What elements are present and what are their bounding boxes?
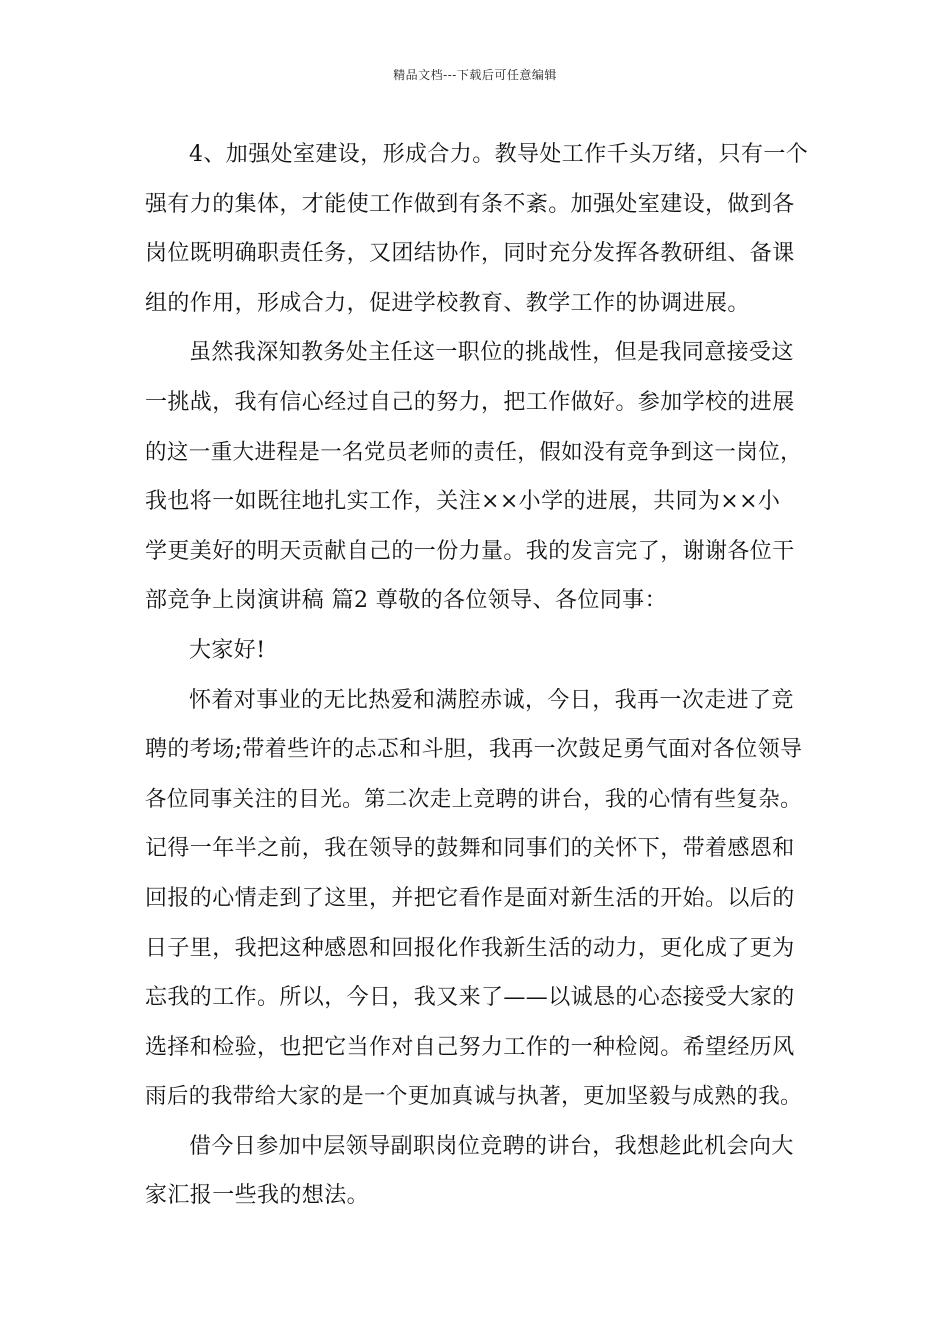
- text-line: [145, 428, 810, 478]
- text-line: [145, 527, 810, 577]
- text-line: [145, 924, 810, 974]
- text-line-content: 聘的考场;带着些许的忐忑和斗胆，我再一次鼓足勇气面对各位领导: [145, 737, 803, 763]
- text-line-content: 各位同事关注的目光。第二次走上竞聘的讲台，我的心情有些复杂。: [145, 786, 803, 812]
- text-line: [145, 725, 810, 775]
- text-line: [145, 378, 810, 428]
- text-line-content: 虽然我深知教务处主任这一职位的挑战性，但是我同意接受这: [189, 340, 794, 366]
- document-body: [145, 130, 810, 1221]
- text-line-content: 日子里，我把这种感恩和回报化作我新生活的动力，更化成了更为: [145, 935, 795, 961]
- text-line: [145, 676, 810, 726]
- text-line: [145, 180, 810, 230]
- text-line: [145, 1122, 810, 1172]
- text-line: [145, 130, 810, 180]
- text-line-content: 怀着对事业的无比热爱和满腔赤诚，今日，我再一次走进了竞: [189, 687, 794, 713]
- text-line: [145, 973, 810, 1023]
- text-line-content: 的这一重大进程是一名党员老师的责任，假如没有竞争到这一岗位，: [145, 439, 803, 465]
- text-line: [145, 1072, 810, 1122]
- text-line-content: 雨后的我带给大家的是一个更加真诚与执著，更加坚毅与成熟的我。: [145, 1084, 803, 1110]
- text-line-content: 部竞争上岗演讲稿 篇2 尊敬的各位领导、各位同事：: [145, 588, 667, 614]
- text-line-content: 回报的心情走到了这里，并把它看作是面对新生活的开始。以后的: [145, 885, 795, 911]
- text-line-content: 4、加强处室建设，形成合力。教导处工作千头万绪，只有一个: [189, 142, 809, 167]
- text-line: [145, 229, 810, 279]
- text-line-content: 记得一年半之前，我在领导的鼓舞和同事们的关怀下，带着感恩和: [145, 836, 795, 862]
- text-line-content: 强有力的集体，才能使工作做到有条不紊。加强处室建设，做到各: [145, 191, 795, 217]
- text-line-content: 选择和检验，也把它当作对自己努力工作的一种检阅。希望经历风: [145, 1034, 795, 1060]
- text-line-content: 一挑战，我有信心经过自己的努力，把工作做好。参加学校的进展: [145, 389, 795, 415]
- text-line: [145, 328, 810, 378]
- text-line: [145, 1171, 810, 1221]
- text-line: [145, 1023, 810, 1073]
- text-line: [145, 874, 810, 924]
- text-line: [145, 775, 810, 825]
- text-line-content: 大家好!: [189, 637, 266, 663]
- text-line-content: 借今日参加中层领导副职岗位竞聘的讲台，我想趁此机会向大: [189, 1133, 794, 1159]
- page-header: 精品文档---下载后可任意编辑: [393, 68, 557, 82]
- text-line: [145, 576, 810, 626]
- text-line-content: 忘我的工作。所以，今日，我又来了——以诚恳的心态接受大家的: [145, 985, 795, 1011]
- text-line-content: 学更美好的明天贡献自己的一份力量。我的发言完了，谢谢各位干: [145, 538, 795, 564]
- text-line-content: 组的作用，形成合力，促进学校教育、教学工作的协调进展。: [145, 290, 750, 316]
- text-line: [145, 279, 810, 329]
- text-line-content: 家汇报一些我的想法。: [145, 1183, 370, 1209]
- text-line: [145, 626, 810, 676]
- text-line-content: 岗位既明确职责任务，又团结协作，同时充分发挥各教研组、备课: [145, 241, 795, 267]
- text-line-content: 我也将一如既往地扎实工作，关注××小学的进展，共同为××小: [145, 489, 781, 515]
- text-line: [145, 477, 810, 527]
- text-line: [145, 824, 810, 874]
